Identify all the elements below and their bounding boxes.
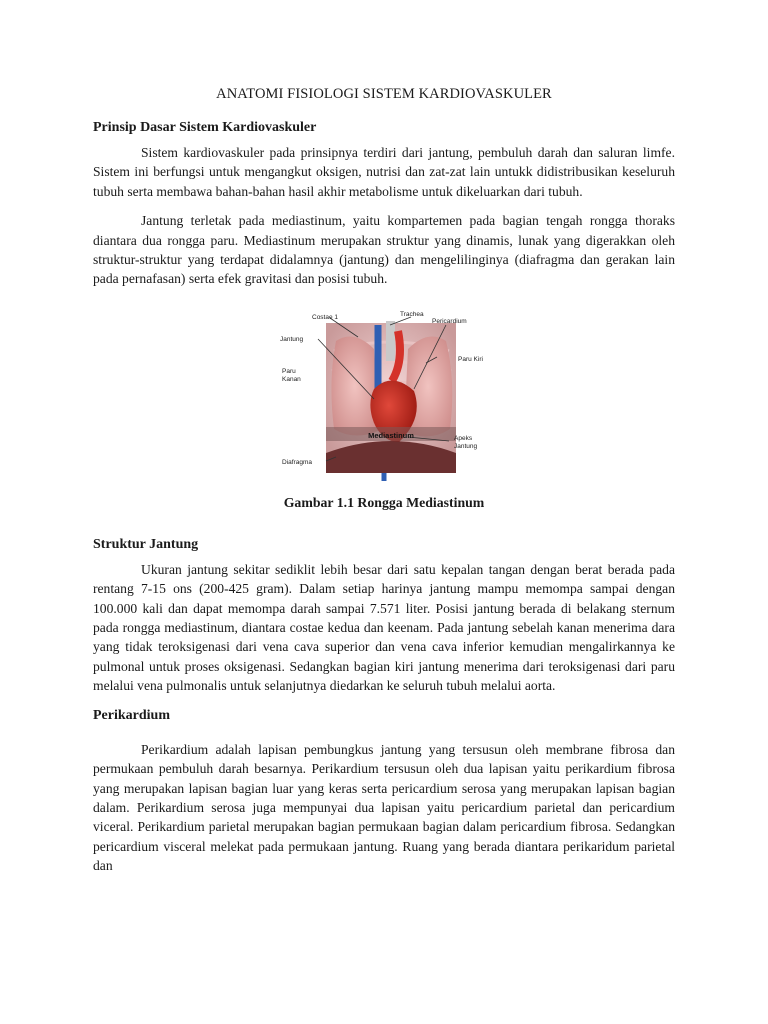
paragraph-perikardium-1: Perikardium adalah lapisan pembungkus jantung yang tersusun oleh membrane fibrosa dan permukaan pembuluh darah besarnya. Perikardium tersusun oleh dua lapisan yaitu perikardium fibrosa yang merupakan lapisan bagian luar yang keras serta pericardium serosa yang merupakan lapisan bagian dalam. Perikardium serosa juga mempunyai dua lapisan yaitu pericardium parietal dan pericardium viceral. Perikardium parietal merupakan bagian permukaan bagian dalam pericardium fibrosa. Sedangkan pericardium visceral melekat pada permukaan jantung. Ruang yang berada diantara perikaridum parietal dan [93,741,675,874]
label-trachea: Trachea [400,310,424,318]
figure-container [93,311,675,481]
label-apeks-1: Apeks [454,434,473,442]
paragraph-prinsip-1: Sistem kardiovaskuler pada prinsipnya terdiri dari jantung, pembuluh darah dan saluran limfe. Sistem ini berfungsi untuk mengangkut oksigen, nutrisi dan zat-zat lain untukk didistribusikan keseluruh tubuh serta membawa bahan-bahan hasil akhir metabolisme untuk dikeluarkan dari tubuh. [93,145,675,199]
label-paru-kanan-1: Paru [282,367,296,375]
label-pericardium: Pericardium [432,317,467,325]
label-costae: Costae 1 [312,313,339,321]
section-heading-struktur: Struktur Jantung [93,536,199,552]
section-heading-perikardium: Perikardium [93,707,170,723]
label-jantung: Jantung [280,335,304,343]
label-apeks-2: Jantung [454,442,478,450]
mediastinum-figure [274,311,494,481]
section-heading-prinsip: Prinsip Dasar Sistem Kardiovaskuler [93,120,317,135]
paragraph-struktur-1: Ukuran jantung sekitar sediklit lebih besar dari satu kepalan tangan dengan berat berada pada rentang 7-15 ons (200-425 gram). Dalam setiap harinya jantung mampu memompa sampai dengan 100.000 kali dan dapat memompa darah sampai 7.571 liter. Posisi jantung berada di belakang sternum pada rongga mediastinum, diantara costae kedua dan keenam. Pada jantung sebelah kanan menerima dara yang tidak teroksigenasi dari vena cava superior dan vena cava inferior kemudian mengalirkannya ke pulmonal untuk proses oksigenasi. Sedangkan bagian kiri jantung menerima dari teroksigenasi dari paru melalui vena pulmonalis untuk selanjutnya diedarkan ke seluruh tubuh melalui aorta. [93,561,675,694]
paragraph-prinsip-2: Jantung terletak pada mediastinum, yaitu kompartemen pada bagian tengah rongga thoraks diantara dua rongga paru. Mediastinum merupakan struktur yang dinamis, lunak yang digerakkan oleh struktur-struktur yang terdapat didalamnya (jantung) dan mengelilinginya (diafragma dan gerakan lain pada pernafasan) serta efek gravitasi dan posisi tubuh. [93,213,675,287]
mediastinum-illustration [274,311,494,481]
document-title: ANATOMI FISIOLOGI SISTEM KARDIOVASKULER [216,86,552,102]
label-mediastinum: Mediastinum [368,430,414,440]
label-paru-kiri: Paru Kiri [458,355,483,363]
figure-caption: Gambar 1.1 Rongga Mediastinum [283,494,485,510]
label-paru-kanan-2: Kanan [282,375,301,383]
label-diafragma: Diafragma [282,458,312,466]
